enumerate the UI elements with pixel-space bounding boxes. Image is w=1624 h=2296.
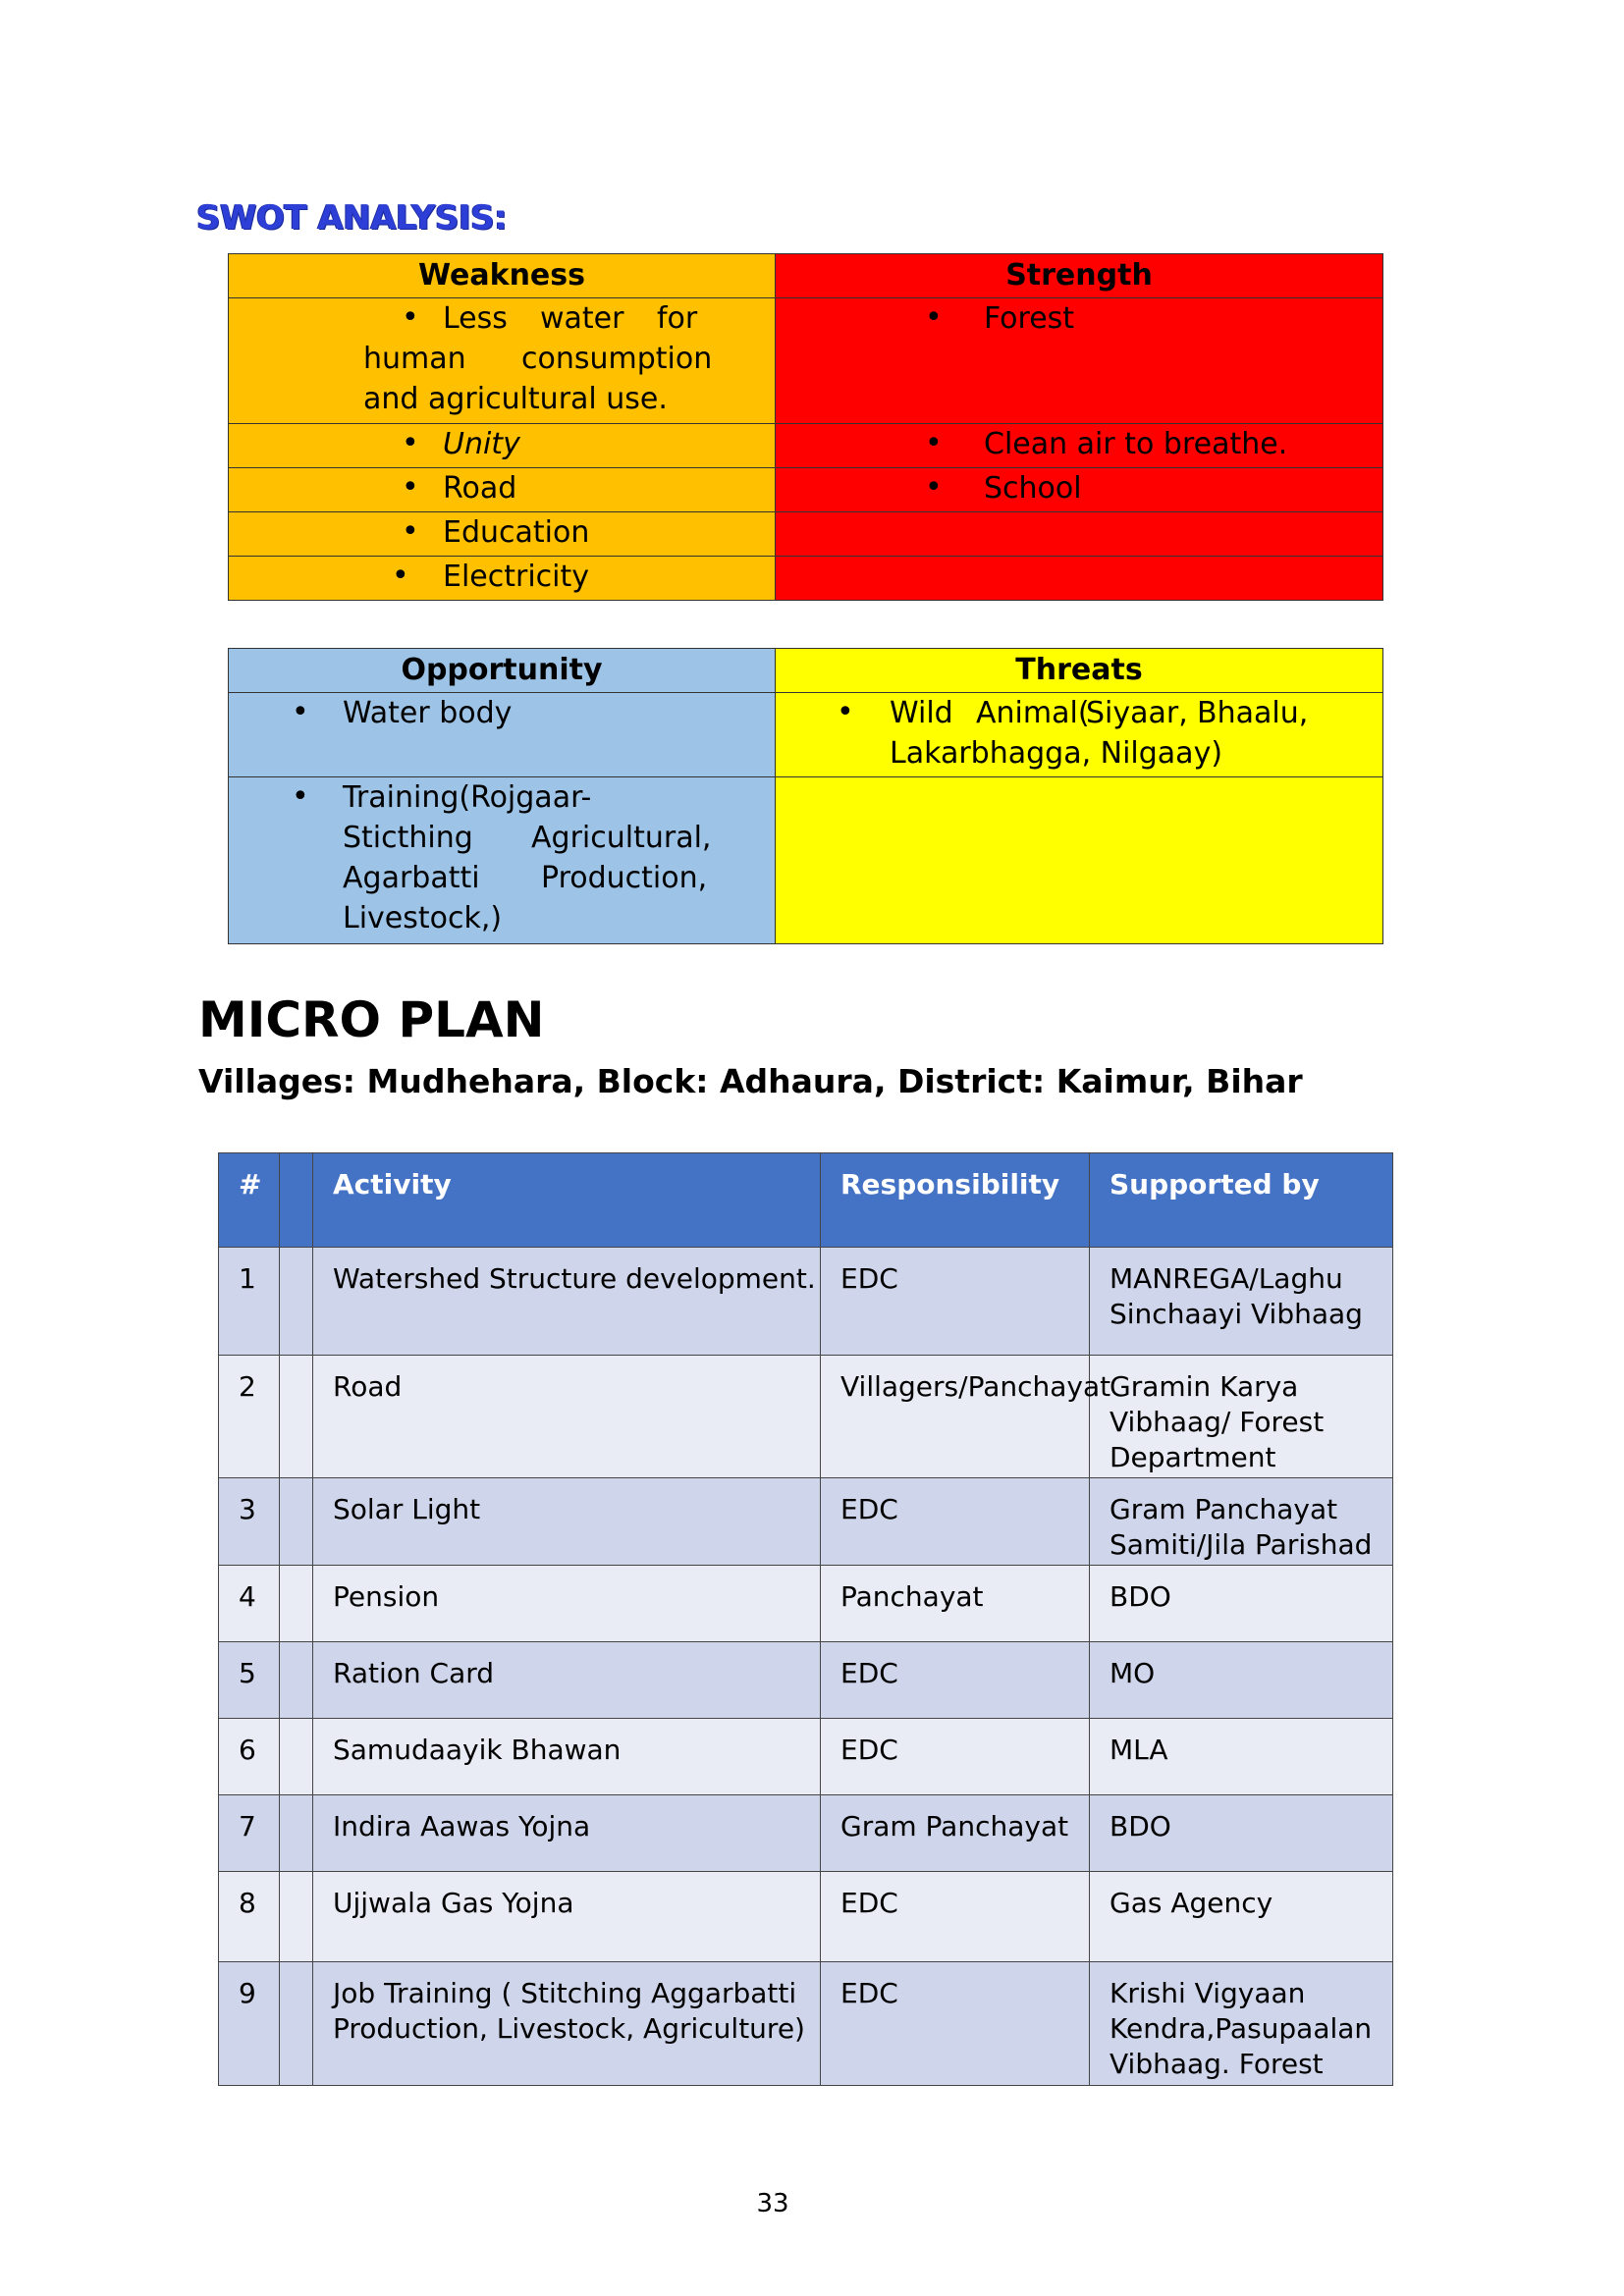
- row-number: 6: [219, 1719, 280, 1795]
- threats-cell-1: [776, 693, 1383, 777]
- bullet-icon: •: [925, 426, 943, 460]
- weakness-2: Unity: [443, 427, 520, 461]
- weakness-cell-1: [229, 298, 776, 424]
- row-number: 7: [219, 1795, 280, 1872]
- weakness-header: Weakness: [229, 254, 776, 298]
- opportunity-header: Opportunity: [229, 649, 776, 693]
- row-supported-by: MANREGA/Laghu Sinchaayi Vibhaag: [1090, 1248, 1393, 1356]
- strength-2: Clean air to breathe.: [984, 427, 1288, 461]
- bullet-icon: •: [402, 426, 419, 460]
- opportunity-2-line-4: Livestock,): [343, 901, 503, 935]
- weakness-4: Education: [443, 515, 590, 550]
- weakness-1-word-4: human: [363, 342, 466, 376]
- row-number: 8: [219, 1872, 280, 1962]
- row-responsibility: EDC: [821, 1872, 1090, 1962]
- opportunity-2-word-2: Agricultural,: [531, 821, 712, 855]
- col-header-blank: [280, 1153, 313, 1248]
- threats-1-line-2: Lakarbhagga, Nilgaay): [890, 736, 1223, 771]
- opportunity-1: Water body: [343, 696, 513, 730]
- row-supported-by: Gramin Karya Vibhaag/ Forest Department: [1090, 1356, 1393, 1478]
- col-header-responsibility: Responsibility: [821, 1153, 1090, 1248]
- row-number: 9: [219, 1962, 280, 2086]
- row-number: 5: [219, 1642, 280, 1719]
- threats-1-word-3: Siyaar,: [1086, 696, 1188, 730]
- strength-cell-1: [776, 298, 1383, 424]
- row-number: 1: [219, 1248, 280, 1356]
- row-number: 4: [219, 1566, 280, 1642]
- table-row: [219, 1478, 1393, 1566]
- row-activity: Samudaayik Bhawan: [313, 1719, 821, 1795]
- row-responsibility: Panchayat: [821, 1566, 1090, 1642]
- col-header-activity: Activity: [313, 1153, 821, 1248]
- row-supported-by: Krishi Vigyaan Kendra,Pasupaalan Vibhaag. Forest: [1090, 1962, 1393, 2086]
- table-row: [219, 1566, 1393, 1642]
- table-row: [219, 1642, 1393, 1719]
- row-activity: Indira Aawas Yojna: [313, 1795, 821, 1872]
- weakness-1-word-2: water: [540, 301, 624, 336]
- row-activity: Solar Light: [313, 1478, 821, 1566]
- row-supported-by: BDO: [1090, 1795, 1393, 1872]
- strength-1: Forest: [984, 301, 1075, 336]
- col-header-supported-by: Supported by: [1090, 1153, 1393, 1248]
- row-activity: Road: [313, 1356, 821, 1478]
- row-activity: Ujjwala Gas Yojna: [313, 1872, 821, 1962]
- bullet-icon: •: [392, 559, 409, 593]
- micro-plan-subtitle: Villages: Mudhehara, Block: Adhaura, District: Kaimur, Bihar: [198, 1062, 1303, 1100]
- bullet-icon: •: [402, 514, 419, 549]
- row-supported-by: Gas Agency: [1090, 1872, 1393, 1962]
- table-row: [219, 1248, 1393, 1356]
- table-header-row: [219, 1153, 1393, 1248]
- weakness-3: Road: [443, 471, 517, 506]
- row-responsibility: EDC: [821, 1642, 1090, 1719]
- row-supported-by: BDO: [1090, 1566, 1393, 1642]
- row-number: 2: [219, 1356, 280, 1478]
- strength-header: Strength: [776, 254, 1383, 298]
- bullet-icon: •: [292, 695, 309, 729]
- table-row: [219, 1962, 1393, 2086]
- threats-header: Threats: [776, 649, 1383, 693]
- row-activity: Ration Card: [313, 1642, 821, 1719]
- bullet-icon: •: [925, 470, 943, 505]
- table-row: [219, 1356, 1393, 1478]
- strength-3: School: [984, 471, 1082, 506]
- row-responsibility: EDC: [821, 1248, 1090, 1356]
- weakness-1-word-1: Less: [443, 301, 508, 336]
- row-responsibility: EDC: [821, 1478, 1090, 1566]
- weakness-5: Electricity: [443, 560, 590, 594]
- row-activity: Job Training ( Stitching Aggarbatti Production, Livestock, Agriculture): [313, 1962, 821, 2086]
- threats-1-word-2: Animal(: [976, 696, 1090, 730]
- row-activity: Pension: [313, 1566, 821, 1642]
- row-activity: Watershed Structure development.: [313, 1248, 821, 1356]
- bullet-icon: •: [925, 300, 943, 335]
- row-supported-by: MLA: [1090, 1719, 1393, 1795]
- row-responsibility: Villagers/Panchayat: [821, 1356, 1090, 1478]
- micro-plan-table: [218, 1152, 1393, 2086]
- table-row: [219, 1719, 1393, 1795]
- weakness-1-word-5: consumption: [521, 342, 713, 376]
- row-responsibility: EDC: [821, 1962, 1090, 2086]
- row-number: 3: [219, 1478, 280, 1566]
- row-supported-by: Gram Panchayat Samiti/Jila Parishad: [1090, 1478, 1393, 1566]
- opportunity-2-word-3: Agarbatti: [343, 861, 480, 895]
- row-responsibility: EDC: [821, 1719, 1090, 1795]
- threats-1-word-4: Bhaalu,: [1197, 696, 1309, 730]
- row-supported-by: MO: [1090, 1642, 1393, 1719]
- weakness-1-word-3: for: [657, 301, 698, 336]
- table-row: [219, 1795, 1393, 1872]
- opportunity-2-word-1: Sticthing: [343, 821, 473, 855]
- opportunity-cell-2: [229, 777, 776, 944]
- swot-weakness-strength-table: [228, 253, 1383, 601]
- weakness-1-line-3: and agricultural use.: [363, 382, 668, 416]
- micro-plan-title: MICRO PLAN: [198, 991, 545, 1048]
- page-number: 33: [756, 2189, 789, 2218]
- swot-heading: SWOT ANALYSIS:: [196, 198, 508, 238]
- bullet-icon: •: [292, 779, 309, 814]
- opportunity-2-line-1: Training(Rojgaar-: [343, 780, 592, 815]
- bullet-icon: •: [837, 695, 854, 729]
- swot-opportunity-threats-table: [228, 648, 1383, 944]
- threats-1-word-1: Wild: [890, 696, 953, 730]
- row-responsibility: Gram Panchayat: [821, 1795, 1090, 1872]
- bullet-icon: •: [402, 300, 419, 335]
- col-header-number: #: [219, 1153, 280, 1248]
- bullet-icon: •: [402, 470, 419, 505]
- opportunity-2-word-4: Production,: [541, 861, 708, 895]
- table-row: [219, 1872, 1393, 1962]
- opportunity-cell-1: [229, 693, 776, 777]
